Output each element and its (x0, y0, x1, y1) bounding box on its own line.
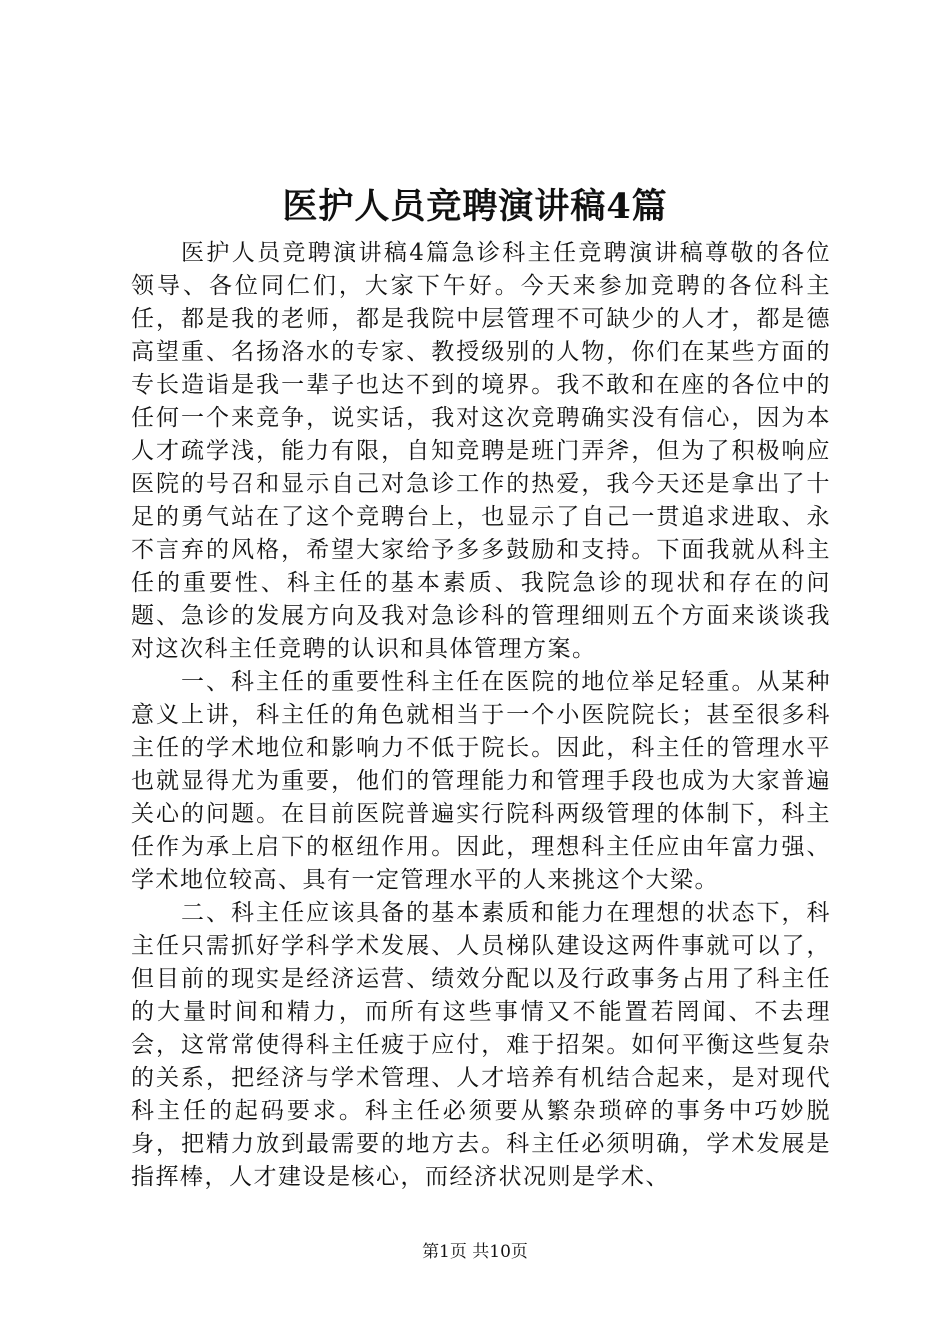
document-title: 医护人员竞聘演讲稿4篇 (282, 186, 668, 227)
paragraph-section-2: 二、科主任应该具备的基本素质和能力在理想的状态下，科主任只需抓好学科学术发展、人员梯队建设这两件事就可以了，但目前的现实是经济运营、绩效分配以及行政事务占用了科主任的大量时间和精力，而所有这些事情又不能置若罔闻、不去理会，这常常使得科主任疲于应付，难于招架。如何平衡这些复杂的关系，把经济与学术管理、人才培养有机结合起来，是对现代科主任的起码要求。科主任必须要从繁杂琐碎的事务中巧妙脱身，把精力放到最需要的地方去。科主任必须明确，学术发展是指挥棒，人才建设是核心，而经济状况则是学术、 (131, 900, 831, 1190)
paragraph-intro: 医护人员竞聘演讲稿4篇急诊科主任竞聘演讲稿尊敬的各位领导、各位同仁们，大家下午好。今天来参加竞聘的各位科主任，都是我的老师，都是我院中层管理不可缺少的人才，都是德高望重、名扬洛水的专家、教授级别的人物，你们在某些方面的专长造诣是我一辈子也达不到的境界。我不敢和在座的各位中的任何一个来竞争，说实话，我对这次竞聘确实没有信心，因为本人才疏学浅，能力有限，自知竞聘是班门弄斧，但为了积极响应医院的号召和显示自己对急诊工作的热爱，我今天还是拿出了十足的勇气站在了这个竞聘台上，也显示了自己一贯追求进取、永不言弃的风格，希望大家给予多多鼓励和支持。下面我就从科主任的重要性、科主任的基本素质、我院急诊的现状和存在的问题、急诊的发展方向及我对急诊科的管理细则五个方面来谈谈我对这次科主任竞聘的认识和具体管理方案。 (131, 240, 831, 662)
paragraph-section-1: 一、科主任的重要性科主任在医院的地位举足轻重。从某种意义上讲，科主任的角色就相当于一个小医院院长；甚至很多科主任的学术地位和影响力不低于院长。因此，科主任的管理水平也就显得尤为重要，他们的管理能力和管理手段也成为大家普遍关心的问题。在目前医院普遍实行院科两级管理的体制下，科主任作为承上启下的枢纽作用。因此，理想科主任应由年富力强、学术地位较高、具有一定管理水平的人来挑这个大梁。 (131, 669, 831, 893)
document-body (131, 237, 831, 1194)
page-number-footer: 第1页 共10页 (422, 1242, 528, 1262)
